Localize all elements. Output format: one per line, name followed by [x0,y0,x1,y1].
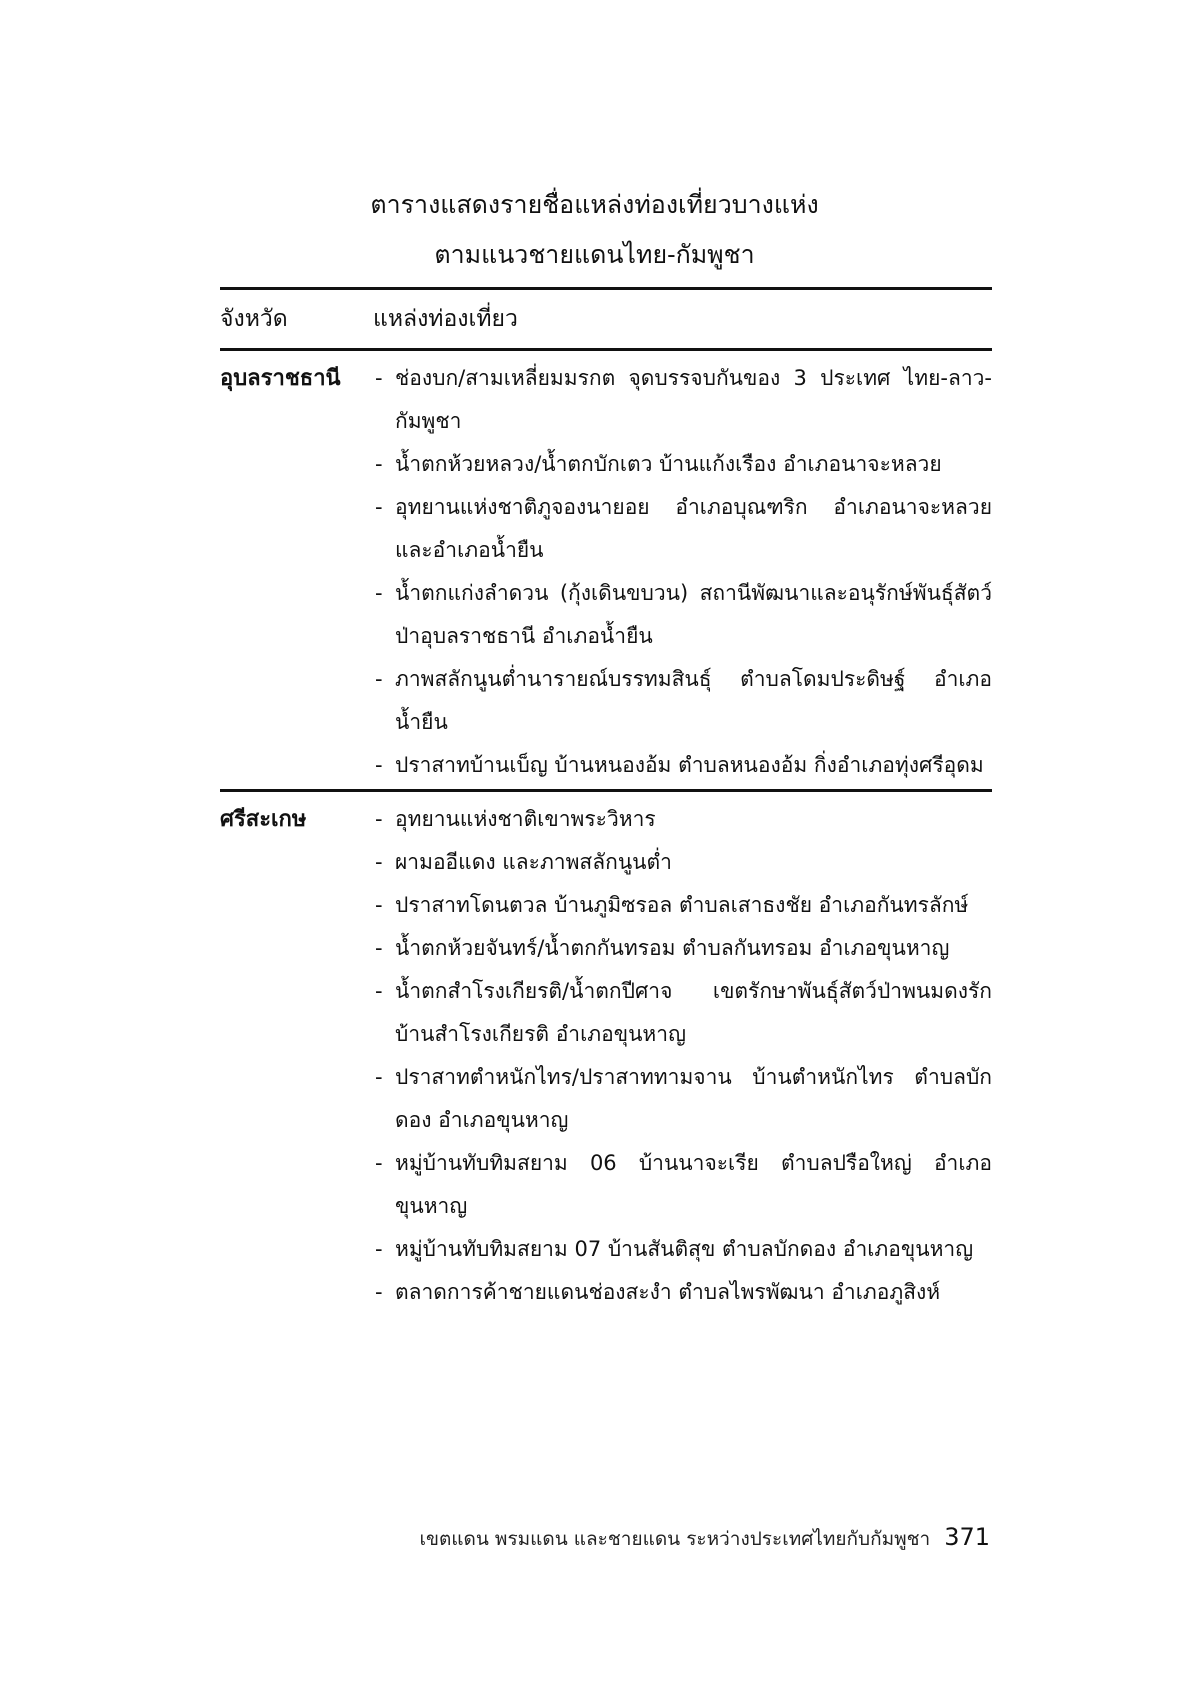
list-item: - ตลาดการค้าชายแดนช่องสะงำ ตำบลไพรพัฒนา อำเภอภูสิงห์ [375,1280,941,1304]
list-item-text: น้ำตกห้วยจันทร์/น้ำตกกันทรอม ตำบลกันทรอม อำเภอขุนหาญ [395,936,950,960]
page-title [0,180,1189,280]
list-item-text: หมู่บ้านทับทิมสยาม 06 บ้านนาจะเรีย ตำบลปรือใหญ่ อำเภอขุนหาญ [395,1151,992,1218]
attractions-table [220,287,992,1314]
province-name: อุบลราชธานี [220,365,341,391]
province-name: ศรีสะเกษ [220,806,307,832]
list-item-text: ช่องบก/สามเหลี่ยมมรกต จุดบรรจบกันของ 3 ประเทศ ไทย-ลาว-กัมพูชา [395,366,992,433]
list-item: - หมู่บ้านทับทิมสยาม 07 บ้านสันติสุข ตำบลบักดอง อำเภอขุนหาญ [375,1237,974,1261]
list-item-text: ปราสาทตำหนักไทร/ปราสาททามจาน บ้านตำหนักไทร ตำบลบักดอง อำเภอขุนหาญ [395,1065,992,1132]
running-footer-title: เขตแดน พรมแดน และชายแดน ระหว่างประเทศไทยกับกัมพูชา [419,1528,931,1550]
header-attractions: แหล่งท่องเที่ยว [373,306,518,332]
title-line-1: ตารางแสดงรายชื่อแหล่งท่องเที่ยวบางแห่ง [370,190,819,219]
list-item-text: หมู่บ้านทับทิมสยาม 07 บ้านสันติสุข ตำบลบักดอง อำเภอขุนหาญ [395,1237,974,1261]
list-item-text: ปราสาทบ้านเบ็ญ บ้านหนองอ้ม ตำบลหนองอ้ม กิ่งอำเภอทุ่งศรีอุดม [395,753,984,777]
list-item-text: น้ำตกแก่งลำดวน (กุ้งเดินขบวน) สถานีพัฒนาและอนุรักษ์พันธุ์สัตว์ป่าอุบลราชธานี อำเภอน้ำยืน [395,581,992,648]
list-item-text: ผามออีแดง และภาพสลักนูนต่ำ [395,850,672,874]
list-item-text: อุทยานแห่งชาติเขาพระวิหาร [395,807,656,831]
list-item-text: ตลาดการค้าชายแดนช่องสะงำ ตำบลไพรพัฒนา อำเภอภูสิงห์ [395,1280,941,1304]
list-item-text: น้ำตกสำโรงเกียรติ/น้ำตกปีศาจ เขตรักษาพันธุ์สัตว์ป่าพนมดงรัก บ้านสำโรงเกียรติ อำเภอขุนหาญ [395,979,992,1046]
list-item-text: ปราสาทโดนตวล บ้านภูมิซรอล ตำบลเสาธงชัย อำเภอกันทรลักษ์ [395,893,969,917]
table-header-row [220,290,992,348]
title-line-2: ตามแนวชายแดนไทย-กัมพูชา [434,240,755,269]
list-item: - ผามออีแดง และภาพสลักนูนต่ำ [375,850,672,874]
list-item: - หมู่บ้านทับทิมสยาม 06 บ้านนาจะเรีย ตำบลปรือใหญ่ อำเภอขุนหาญ [375,1151,992,1218]
page-footer [0,1515,990,1559]
list-item-text: ภาพสลักนูนต่ำนารายณ์บรรทมสินธุ์ ตำบลโดมประดิษฐ์ อำเภอน้ำยืน [395,667,992,734]
list-item: - ปราสาทโดนตวล บ้านภูมิซรอล ตำบลเสาธงชัย อำเภอกันทรลักษ์ [375,893,969,917]
list-item: - ปราสาทตำหนักไทร/ปราสาททามจาน บ้านตำหนักไทร ตำบลบักดอง อำเภอขุนหาญ [375,1065,992,1132]
page-number: 371 [944,1523,990,1551]
section-si-sa-ket [220,792,992,1314]
attraction-list [373,357,992,787]
list-item: - น้ำตกสำโรงเกียรติ/น้ำตกปีศาจ เขตรักษาพันธุ์สัตว์ป่าพนมดงรัก บ้านสำโรงเกียรติ อำเภอขุนหาญ [375,979,992,1046]
list-item: - น้ำตกห้วยหลวง/น้ำตกบักเตว บ้านแก้งเรือง อำเภอนาจะหลวย [375,452,942,476]
list-item: - ภาพสลักนูนต่ำนารายณ์บรรทมสินธุ์ ตำบลโดมประดิษฐ์ อำเภอน้ำยืน [375,667,992,734]
list-item: - น้ำตกห้วยจันทร์/น้ำตกกันทรอม ตำบลกันทรอม อำเภอขุนหาญ [375,936,950,960]
header-province: จังหวัด [220,306,288,332]
list-item: - อุทยานแห่งชาติภูจองนายอย อำเภอบุณฑริก อำเภอนาจะหลวย และอำเภอน้ำยืน [375,495,992,562]
list-item: - ปราสาทบ้านเบ็ญ บ้านหนองอ้ม ตำบลหนองอ้ม กิ่งอำเภอทุ่งศรีอุดม [375,753,984,777]
list-item: - น้ำตกแก่งลำดวน (กุ้งเดินขบวน) สถานีพัฒนาและอนุรักษ์พันธุ์สัตว์ป่าอุบลราชธานี อำเภอน้ำยืน [375,581,992,648]
list-item: - ช่องบก/สามเหลี่ยมมรกต จุดบรรจบกันของ 3 ประเทศ ไทย-ลาว-กัมพูชา [375,366,992,433]
list-item-text: น้ำตกห้วยหลวง/น้ำตกบักเตว บ้านแก้งเรือง อำเภอนาจะหลวย [395,452,942,476]
attraction-list [373,798,992,1314]
section-ubon-ratchathani [220,351,992,789]
list-item-text: อุทยานแห่งชาติภูจองนายอย อำเภอบุณฑริก อำเภอนาจะหลวย และอำเภอน้ำยืน [395,495,992,562]
list-item: - อุทยานแห่งชาติเขาพระวิหาร [375,807,656,831]
